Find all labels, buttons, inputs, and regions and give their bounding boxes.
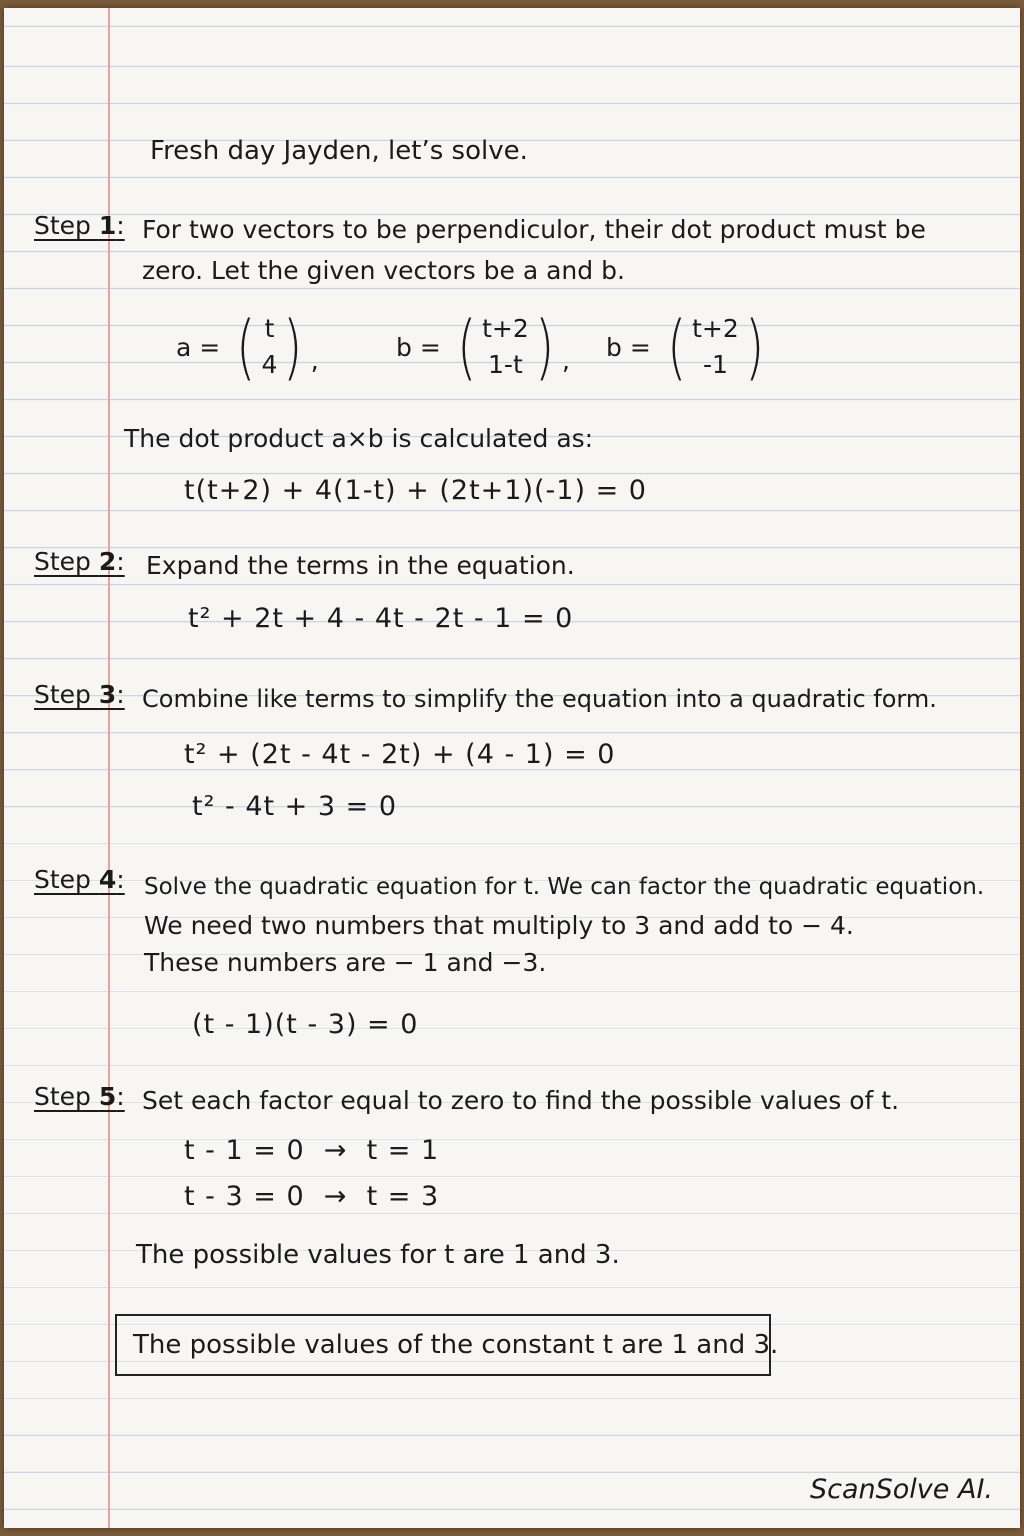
- vector-top: t+2: [482, 314, 529, 343]
- step-label-suffix: :: [116, 1082, 125, 1111]
- vector-name: b =: [396, 332, 441, 362]
- final-answer-text: The possible values of the constant t are 1 and 3.: [133, 1330, 779, 1360]
- step-label-num: 1: [98, 211, 117, 240]
- factored-equation: (t - 1)(t - 3) = 0: [192, 1009, 419, 1040]
- vector-components: [690, 311, 741, 383]
- dot-product-equation: t(t+2) + 4(1-t) + (2t+1)(-1) = 0: [184, 475, 647, 506]
- step-5-line-1: Set each factor equal to zero to find the possible values of t.: [142, 1086, 900, 1115]
- step-label-num: 4: [98, 865, 117, 894]
- vector-top: t+2: [692, 314, 739, 343]
- right-paren: ): [744, 306, 764, 388]
- vector-a: [176, 306, 319, 388]
- step-label-prefix: Step: [34, 680, 99, 709]
- step-4-line-1: Solve the quadratic equation for t. We can factor the quadratic equation.: [144, 874, 985, 900]
- step-4-label: [34, 865, 125, 895]
- step-label-suffix: :: [116, 865, 125, 894]
- right-paren: ): [283, 306, 303, 388]
- vector-separator: ,: [310, 346, 319, 375]
- step-4-line-2: We need two numbers that multiply to 3 and add to − 4.: [144, 911, 854, 940]
- step-5-label: [34, 1082, 125, 1112]
- vector-bottom: 4: [261, 350, 278, 379]
- vector-bottom: -1: [702, 350, 728, 379]
- vector-b: [396, 306, 570, 388]
- vector-name: a =: [176, 332, 221, 362]
- vector-b-alt: [606, 306, 772, 388]
- step-3-label: [34, 680, 125, 710]
- notebook-page: [4, 8, 1020, 1528]
- simplified-equation: t² - 4t + 3 = 0: [192, 791, 398, 822]
- step-1-line-1: For two vectors to be perpendiculor, their dot product must be: [142, 215, 926, 244]
- step-4-line-3: These numbers are − 1 and −3.: [144, 948, 547, 977]
- vector-top: t: [264, 314, 275, 343]
- root-equation-2: t - 3 = 0 → t = 3: [184, 1181, 440, 1212]
- root-equation-1: t - 1 = 0 → t = 1: [184, 1135, 440, 1166]
- step-label-prefix: Step: [34, 1082, 99, 1111]
- left-paren: (: [236, 306, 256, 388]
- final-answer-box: [115, 1314, 779, 1376]
- step-1-label: [34, 211, 125, 241]
- step-label-suffix: :: [116, 547, 125, 576]
- step-label-num: 2: [98, 547, 117, 576]
- left-paren: (: [456, 306, 476, 388]
- conclusion-text: The possible values for t are 1 and 3.: [136, 1240, 620, 1270]
- step-label-prefix: Step: [34, 211, 99, 240]
- vector-bottom: 1-t: [488, 350, 523, 379]
- step-label-suffix: :: [116, 680, 125, 709]
- step-label-num: 5: [98, 1082, 117, 1111]
- dot-product-text: The dot product a×b is calculated as:: [124, 424, 594, 453]
- expand-equation: t² + 2t + 4 - 4t - 2t - 1 = 0: [188, 603, 574, 634]
- left-paren: (: [666, 306, 686, 388]
- step-1-line-2: zero. Let the given vectors be a and b.: [142, 256, 625, 285]
- right-paren: ): [534, 306, 554, 388]
- step-label-prefix: Step: [34, 865, 99, 894]
- step-label-prefix: Step: [34, 547, 99, 576]
- greeting: Fresh day Jayden, let’s solve.: [150, 136, 528, 166]
- step-2-line-1: Expand the terms in the equation.: [146, 551, 575, 580]
- step-label-num: 3: [98, 680, 117, 709]
- vector-components: [260, 311, 280, 383]
- step-label-suffix: :: [116, 211, 125, 240]
- step-2-label: [34, 547, 125, 577]
- step-3-line-1: Combine like terms to simplify the equation into a quadratic form.: [142, 685, 937, 713]
- vector-name: b =: [606, 332, 651, 362]
- signature: ScanSolve AI.: [810, 1474, 993, 1505]
- vector-components: [480, 311, 531, 383]
- vector-separator: ,: [562, 346, 570, 375]
- combine-equation: t² + (2t - 4t - 2t) + (4 - 1) = 0: [184, 739, 616, 770]
